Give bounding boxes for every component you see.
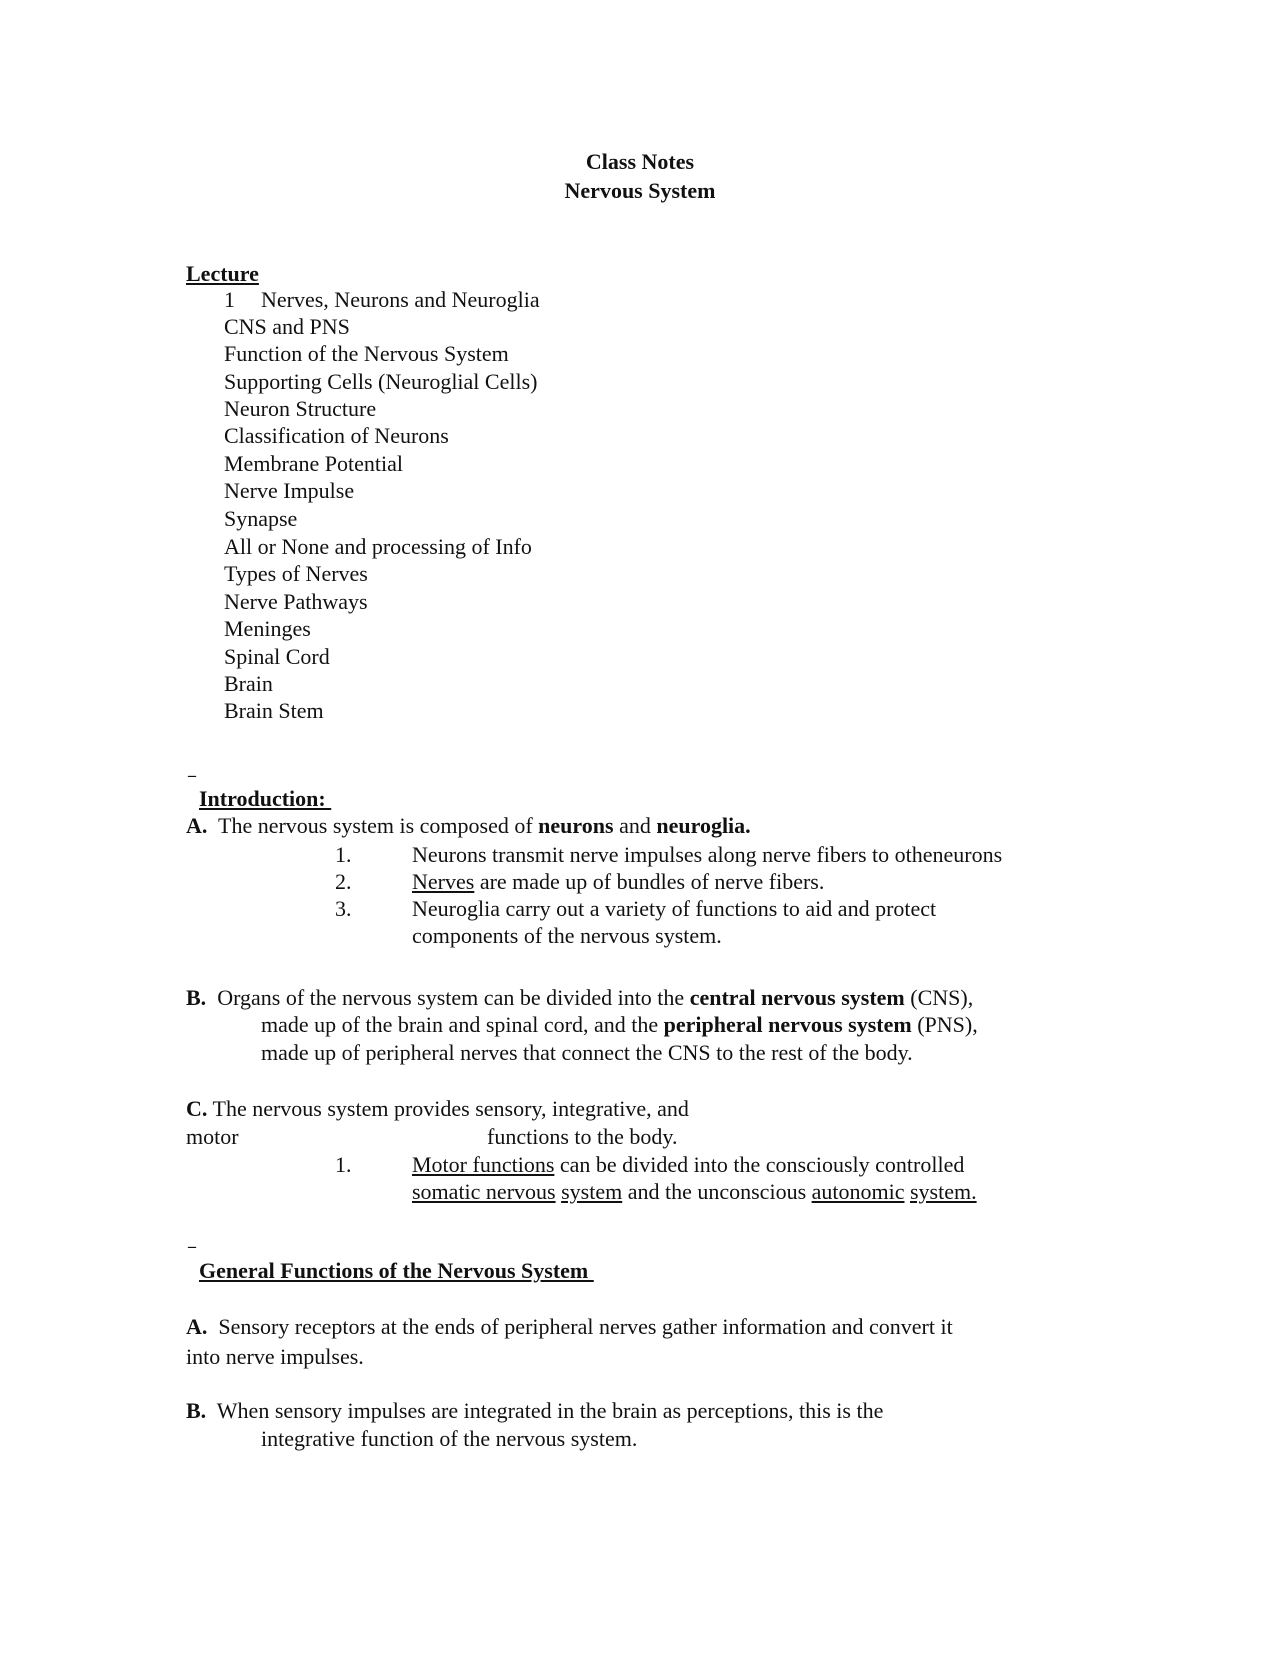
sub-item-text xyxy=(412,869,824,895)
general-functions-heading: General Functions of the Nervous System xyxy=(199,1258,594,1283)
heading-mark-icon: ¯ xyxy=(188,1246,196,1263)
lecture-item: Supporting Cells (Neuroglial Cells) xyxy=(224,369,538,394)
item-label: A. xyxy=(186,1314,208,1339)
doc-title-line1: Class Notes xyxy=(585,149,695,174)
text-run-underlined: Nerves xyxy=(412,869,475,894)
sub-item-text xyxy=(412,1152,964,1178)
sub-item-number: 1. xyxy=(335,842,352,867)
lecture-item: Types of Nerves xyxy=(224,561,368,586)
sub-item-number: 1. xyxy=(335,1152,352,1177)
sub-item-text-continued xyxy=(412,1179,977,1205)
text-run-bold: peripheral nervous system xyxy=(663,1012,912,1037)
text-run: When sensory impulses are integrated in the brain as perceptions, this is the xyxy=(216,1398,884,1423)
text-run: and xyxy=(613,813,657,838)
text-run: Organs of the nervous system can be divided into the xyxy=(217,985,690,1010)
item-label: B. xyxy=(186,1398,207,1423)
text-run: and the unconscious xyxy=(622,1179,812,1204)
text-run-bold: neuroglia. xyxy=(656,813,751,838)
text-run: Sensory receptors at the ends of peripheral nerves gather information and convert it xyxy=(218,1314,953,1339)
sub-item-text-continued: components of the nervous system. xyxy=(412,923,722,948)
intro-paragraph-c-line2: functions to the body. xyxy=(487,1124,678,1149)
sub-item-number: 3. xyxy=(335,896,352,921)
lecture-item: Classification of Neurons xyxy=(224,423,449,448)
general-paragraph-b-line2: integrative function of the nervous system. xyxy=(261,1426,638,1451)
text-run: (PNS), xyxy=(911,1012,978,1037)
text-run-underlined: autonomic xyxy=(811,1179,905,1204)
lecture-item: Nerve Impulse xyxy=(224,478,355,503)
item-label: B. xyxy=(186,985,207,1010)
intro-paragraph-b-line2 xyxy=(261,1012,978,1038)
lecture-item: Nerve Pathways xyxy=(224,589,368,614)
heading-mark-icon: ¯ xyxy=(188,775,196,792)
intro-paragraph-b-line3: made up of peripheral nerves that connect the CNS to the rest of the body. xyxy=(261,1040,913,1065)
lecture-item: Function of the Nervous System xyxy=(224,341,509,366)
item-label: C. xyxy=(186,1096,208,1121)
text-run-bold: central nervous system xyxy=(689,985,905,1010)
lecture-item: Nerves, Neurons and Neuroglia xyxy=(261,287,540,312)
lecture-item-number: 1 xyxy=(224,287,235,312)
text-run-underlined: somatic nervous xyxy=(412,1179,556,1204)
intro-paragraph-c-word: motor xyxy=(186,1124,239,1149)
lecture-item: CNS and PNS xyxy=(224,314,350,339)
lecture-item: Membrane Potential xyxy=(224,451,404,476)
text-run: can be divided into the consciously controlled xyxy=(554,1152,965,1177)
text-run-underlined: system xyxy=(561,1179,623,1204)
sub-item-text: Neuroglia carry out a variety of functions to aid and protect xyxy=(412,896,937,921)
item-label: A. xyxy=(186,813,208,838)
general-paragraph-a xyxy=(186,1314,953,1340)
text-run-underlined: system. xyxy=(910,1179,977,1204)
text-run-bold: neurons xyxy=(538,813,614,838)
text-run: made up of the brain and spinal cord, and the xyxy=(261,1012,664,1037)
text-run: The nervous system is composed of xyxy=(218,813,539,838)
sub-item-text: Neurons transmit nerve impulses along nerve fibers to otheneurons xyxy=(412,842,1003,867)
general-paragraph-b xyxy=(186,1398,883,1424)
lecture-item: All or None and processing of Info xyxy=(224,534,532,559)
lecture-item: Synapse xyxy=(224,506,298,531)
general-paragraph-a-line2: into nerve impulses. xyxy=(186,1344,364,1369)
lecture-item: Brain xyxy=(224,671,273,696)
doc-title-line2: Nervous System xyxy=(564,178,716,203)
lecture-item: Brain Stem xyxy=(224,698,324,723)
sub-item-number: 2. xyxy=(335,869,352,894)
intro-paragraph-c xyxy=(186,1096,689,1122)
text-run-underlined: Motor functions xyxy=(412,1152,555,1177)
lecture-item: Meninges xyxy=(224,616,311,641)
text-run: are made up of bundles of nerve fibers. xyxy=(474,869,825,894)
text-run: The nervous system provides sensory, integrative, and xyxy=(212,1096,689,1121)
intro-paragraph-a xyxy=(186,813,751,839)
text-run: (CNS), xyxy=(904,985,974,1010)
lecture-item: Neuron Structure xyxy=(224,396,377,421)
introduction-heading: Introduction: xyxy=(199,786,332,811)
intro-paragraph-b xyxy=(186,985,973,1011)
lecture-item: Spinal Cord xyxy=(224,644,330,669)
lecture-heading: Lecture xyxy=(186,261,259,286)
